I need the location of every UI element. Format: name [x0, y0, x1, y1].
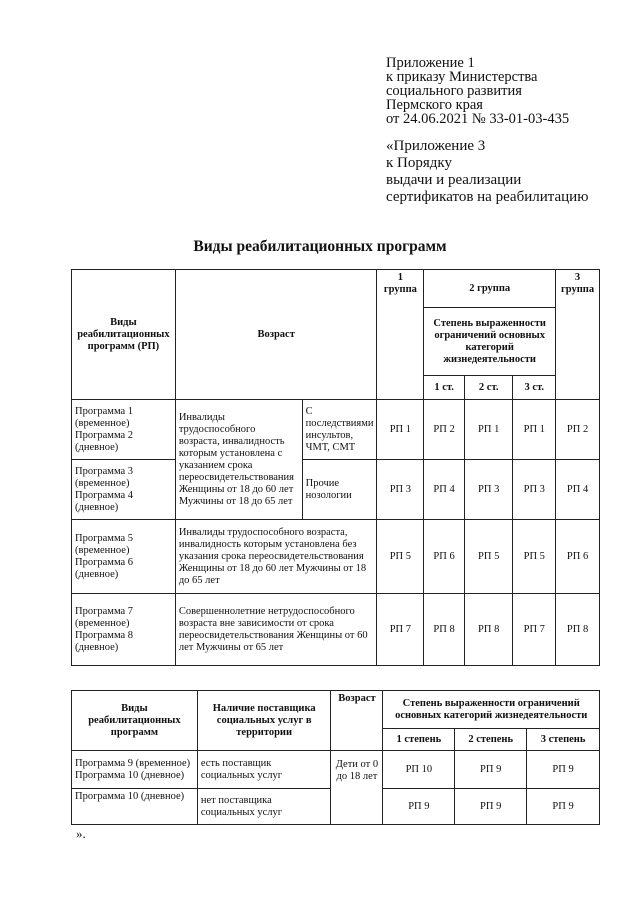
value-cell: РП 9 — [527, 751, 600, 789]
group1-header: 1 группа — [377, 270, 424, 400]
value-cell: РП 7 — [377, 594, 424, 666]
program-cell: Программа 3 (временное) Программа 4 (дневное) — [72, 460, 176, 520]
degree-header: Степень выраженности ограничений основных категорий жизнедеятельности — [383, 691, 600, 729]
degree-2-header: 2 степень — [455, 729, 527, 751]
age-cell: Совершеннолетние нетрудоспособного возраста вне зависимости от срока переосвидетельствования Женщины от 60 лет Мужчины от 65 лет — [175, 594, 377, 666]
programs-table — [71, 269, 600, 666]
header-line: выдачи и реализации — [386, 172, 522, 188]
age-cell: Инвалиды трудоспособного возраста, инвалидность которым установлена с указанием срока переосвидетельствования Женщины от 18 до 60 лет Мужчины от 18 до 65 лет — [175, 400, 302, 520]
header-line: к Порядку — [386, 155, 452, 171]
header-line: Пермского края — [386, 97, 483, 113]
value-cell: РП 7 — [513, 594, 556, 666]
program-cell: Программа 9 (временное) Программа 10 (дневное) — [72, 751, 198, 789]
degree-header: Степень выраженности ограничений основных категорий жизнедеятельности — [424, 308, 556, 376]
degree-1-header: 1 ст. — [424, 376, 465, 400]
value-cell: РП 9 — [455, 789, 527, 825]
col-provider-header: Наличие поставщика социальных услуг в территории — [197, 691, 331, 751]
value-cell: РП 6 — [556, 520, 600, 594]
value-cell: РП 9 — [527, 789, 600, 825]
degree-3-header: 3 степень — [527, 729, 600, 751]
value-cell: РП 8 — [424, 594, 465, 666]
closing-quote: ». — [76, 826, 86, 841]
value-cell: РП 2 — [556, 400, 600, 460]
value-cell: РП 10 — [383, 751, 455, 789]
degree-3-header: 3 ст. — [513, 376, 556, 400]
provider-cell: нет поставщика социальных услуг — [197, 789, 331, 825]
group2-header: 2 группа — [424, 270, 556, 308]
value-cell: РП 3 — [464, 460, 513, 520]
header-line: к приказу Министерства — [386, 69, 538, 85]
header-line: сертификатов на реабилитацию — [386, 189, 589, 205]
annex-header — [386, 56, 569, 126]
header-line: от 24.06.2021 № 33-01-03-435 — [386, 111, 570, 127]
value-cell: РП 3 — [513, 460, 556, 520]
table-row — [72, 400, 600, 460]
table-row — [72, 520, 600, 594]
value-cell: РП 9 — [455, 751, 527, 789]
value-cell: РП 8 — [464, 594, 513, 666]
nosology-cell: Прочие нозологии — [302, 460, 377, 520]
col-types-header: Виды реабилитационных программ (РП) — [72, 270, 176, 400]
group3-header: 3 группа — [556, 270, 600, 400]
page-title: Виды реабилитационных программ — [193, 238, 447, 255]
table-row — [72, 460, 600, 520]
degree-1-header: 1 степень — [383, 729, 455, 751]
col-age-header: Возраст — [331, 691, 383, 751]
value-cell: РП 9 — [383, 789, 455, 825]
program-cell: Программа 7 (временное) Программа 8 (дневное) — [72, 594, 176, 666]
value-cell: РП 1 — [464, 400, 513, 460]
value-cell: РП 3 — [377, 460, 424, 520]
program-cell: Программа 10 (дневное) — [72, 789, 198, 825]
value-cell: РП 6 — [424, 520, 465, 594]
value-cell: РП 5 — [464, 520, 513, 594]
table-row — [72, 594, 600, 666]
program-cell: Программа 1 (временное) Программа 2 (дневное) — [72, 400, 176, 460]
col-age-header: Возраст — [175, 270, 377, 400]
value-cell: РП 8 — [556, 594, 600, 666]
age-cell: Инвалиды трудоспособного возраста, инвалидность которым установлена без указания срока переосвидетельствования Женщины от 18 до 60 лет Мужчины от 18 до 65 лет — [175, 520, 377, 594]
col-types-header: Виды реабилитационных программ — [72, 691, 198, 751]
provider-cell: есть поставщик социальных услуг — [197, 751, 331, 789]
program-cell: Программа 5 (временное) Программа 6 (дневное) — [72, 520, 176, 594]
value-cell: РП 5 — [377, 520, 424, 594]
degree-2-header: 2 ст. — [464, 376, 513, 400]
value-cell: РП 1 — [513, 400, 556, 460]
header-line: «Приложение 3 — [386, 138, 486, 154]
nosology-cell: С последствиями инсультов, ЧМТ, СМТ — [302, 400, 377, 460]
header-line: социального развития — [386, 83, 522, 99]
value-cell: РП 5 — [513, 520, 556, 594]
children-programs-table — [71, 690, 600, 825]
table-row — [72, 751, 600, 789]
value-cell: РП 4 — [556, 460, 600, 520]
annex3-header — [386, 138, 588, 206]
value-cell: РП 4 — [424, 460, 465, 520]
header-line: Приложение 1 — [386, 55, 475, 71]
age-cell: Дети от 0 до 18 лет — [331, 751, 383, 825]
value-cell: РП 1 — [377, 400, 424, 460]
value-cell: РП 2 — [424, 400, 465, 460]
